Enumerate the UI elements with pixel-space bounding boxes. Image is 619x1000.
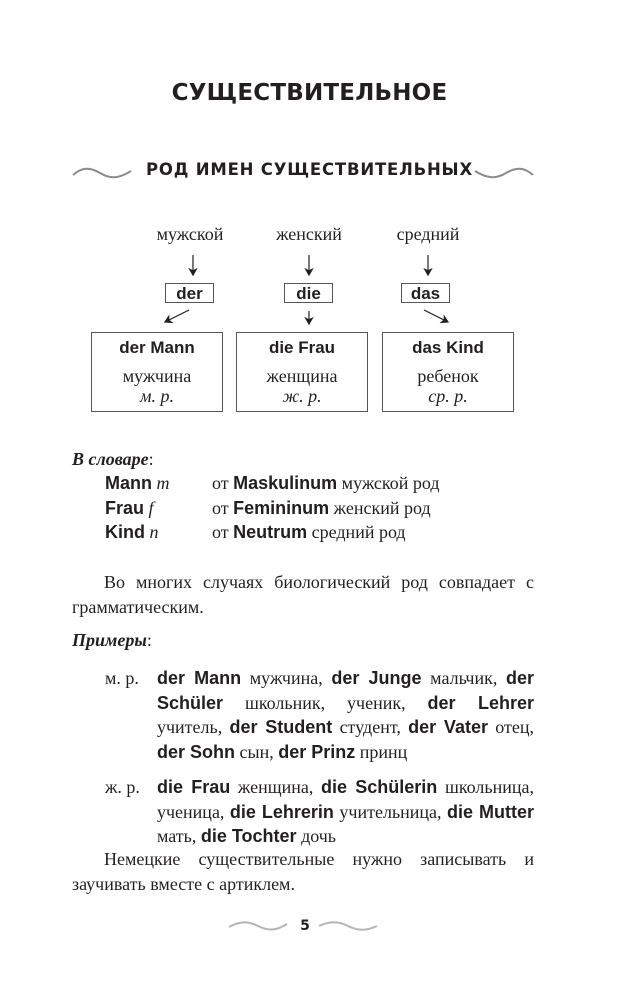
example-russian: отец, [487, 717, 534, 737]
article-box-der: der [165, 283, 214, 303]
paragraph-biological-gender: Во многих случаях биологический род совпадает с грамматическим. [72, 572, 534, 617]
example-russian: школьник, ученик, [223, 692, 428, 713]
example-list-feminine [157, 775, 534, 849]
example-russian: мать, [157, 826, 201, 846]
article-box-die: die [284, 283, 333, 303]
dict-latin: Femininum [233, 498, 330, 518]
gender-abbreviation: ж. р. [282, 386, 322, 406]
example-german: die Schülerin [321, 777, 438, 797]
dict-gender-mark: m [156, 473, 170, 493]
dict-word: Kind [105, 522, 145, 542]
dictionary-heading [72, 449, 154, 470]
dict-russian: мужской род [341, 473, 440, 493]
noun-russian: мужчина [122, 366, 192, 386]
example-german: der Mann [157, 668, 242, 688]
gender-label-neuter: средний [396, 224, 460, 244]
example-russian: учительница, [333, 801, 448, 822]
wave-ornament-footer-left [228, 920, 288, 932]
noun-box-masculine [91, 332, 223, 412]
example-russian: сын, [235, 741, 279, 762]
noun-box-feminine [236, 332, 368, 412]
example-russian: принц [355, 741, 408, 762]
dict-gender-mark: f [148, 498, 154, 518]
example-german: der Student [229, 717, 333, 737]
example-german: der Sohn [157, 741, 236, 762]
colon: : [148, 449, 154, 469]
colon: : [146, 630, 152, 650]
examples-heading [72, 630, 152, 651]
example-german: der Lehrer [427, 692, 534, 713]
example-russian: школьница, ученица, [157, 777, 535, 822]
dict-latin: Maskulinum [233, 473, 338, 493]
example-german: der Junge [331, 668, 422, 688]
gender-abbreviation: ср. р. [428, 386, 468, 406]
dict-from: от [212, 498, 229, 518]
dict-from: от [212, 473, 229, 493]
gender-label-masculine: мужской [156, 224, 224, 244]
gender-label-feminine: женский [276, 224, 342, 244]
example-german: der Prinz [278, 741, 356, 762]
noun-box-neuter [382, 332, 514, 412]
dict-gender-mark: n [149, 522, 159, 542]
noun-russian: ребенок [417, 366, 479, 386]
page-title: СУЩЕСТВИТЕЛЬНОЕ [171, 80, 448, 106]
example-russian: мужчина, [241, 668, 332, 688]
noun-german: das Kind [412, 338, 484, 357]
example-russian: студент, [332, 717, 409, 737]
example-german: der Schüler [157, 668, 534, 713]
noun-german: der Mann [119, 338, 195, 357]
dictionary-row-neuter [105, 522, 406, 543]
dict-latin: Neutrum [233, 522, 308, 542]
example-label-masculine: м. р. [105, 668, 139, 688]
dictionary-row-feminine [105, 498, 431, 519]
example-german: der Vater [408, 717, 488, 737]
example-russian: дочь [296, 826, 337, 846]
example-russian: учитель, [157, 717, 230, 737]
dict-from: от [212, 522, 229, 542]
gender-abbreviation: м. р. [140, 386, 174, 406]
example-german: die Lehrerin [229, 801, 334, 822]
example-russian: женщина, [230, 777, 322, 797]
dictionary-row-masculine [105, 473, 440, 494]
example-russian: мальчик, [421, 668, 506, 688]
dict-russian: средний род [311, 522, 406, 542]
dictionary-heading-text: В словаре [72, 449, 149, 469]
example-german: die Frau [157, 777, 231, 797]
paragraph-learn-with-article: Немецкие существительные нужно записывать и заучивать вместе с артиклем. [72, 849, 534, 894]
dict-word: Frau [105, 498, 145, 518]
example-german: die Tochter [200, 826, 297, 846]
noun-russian: женщина [266, 366, 338, 386]
example-german: die Mutter [447, 801, 534, 822]
wave-ornament-footer-right [318, 920, 378, 932]
example-list-masculine [157, 666, 534, 764]
page-number: 5 [300, 918, 310, 934]
article-box-das: das [401, 283, 450, 303]
arrow-der-to-noun [165, 310, 189, 322]
dict-word: Mann [105, 473, 152, 493]
examples-heading-text: Примеры [72, 630, 147, 650]
example-label-feminine: ж. р. [105, 777, 140, 797]
noun-german: die Frau [268, 338, 336, 357]
dict-russian: женский род [333, 498, 431, 518]
section-subtitle: РОД ИМЕН СУЩЕСТВИТЕЛЬНЫХ [146, 160, 473, 179]
arrow-das-to-noun [424, 310, 448, 322]
